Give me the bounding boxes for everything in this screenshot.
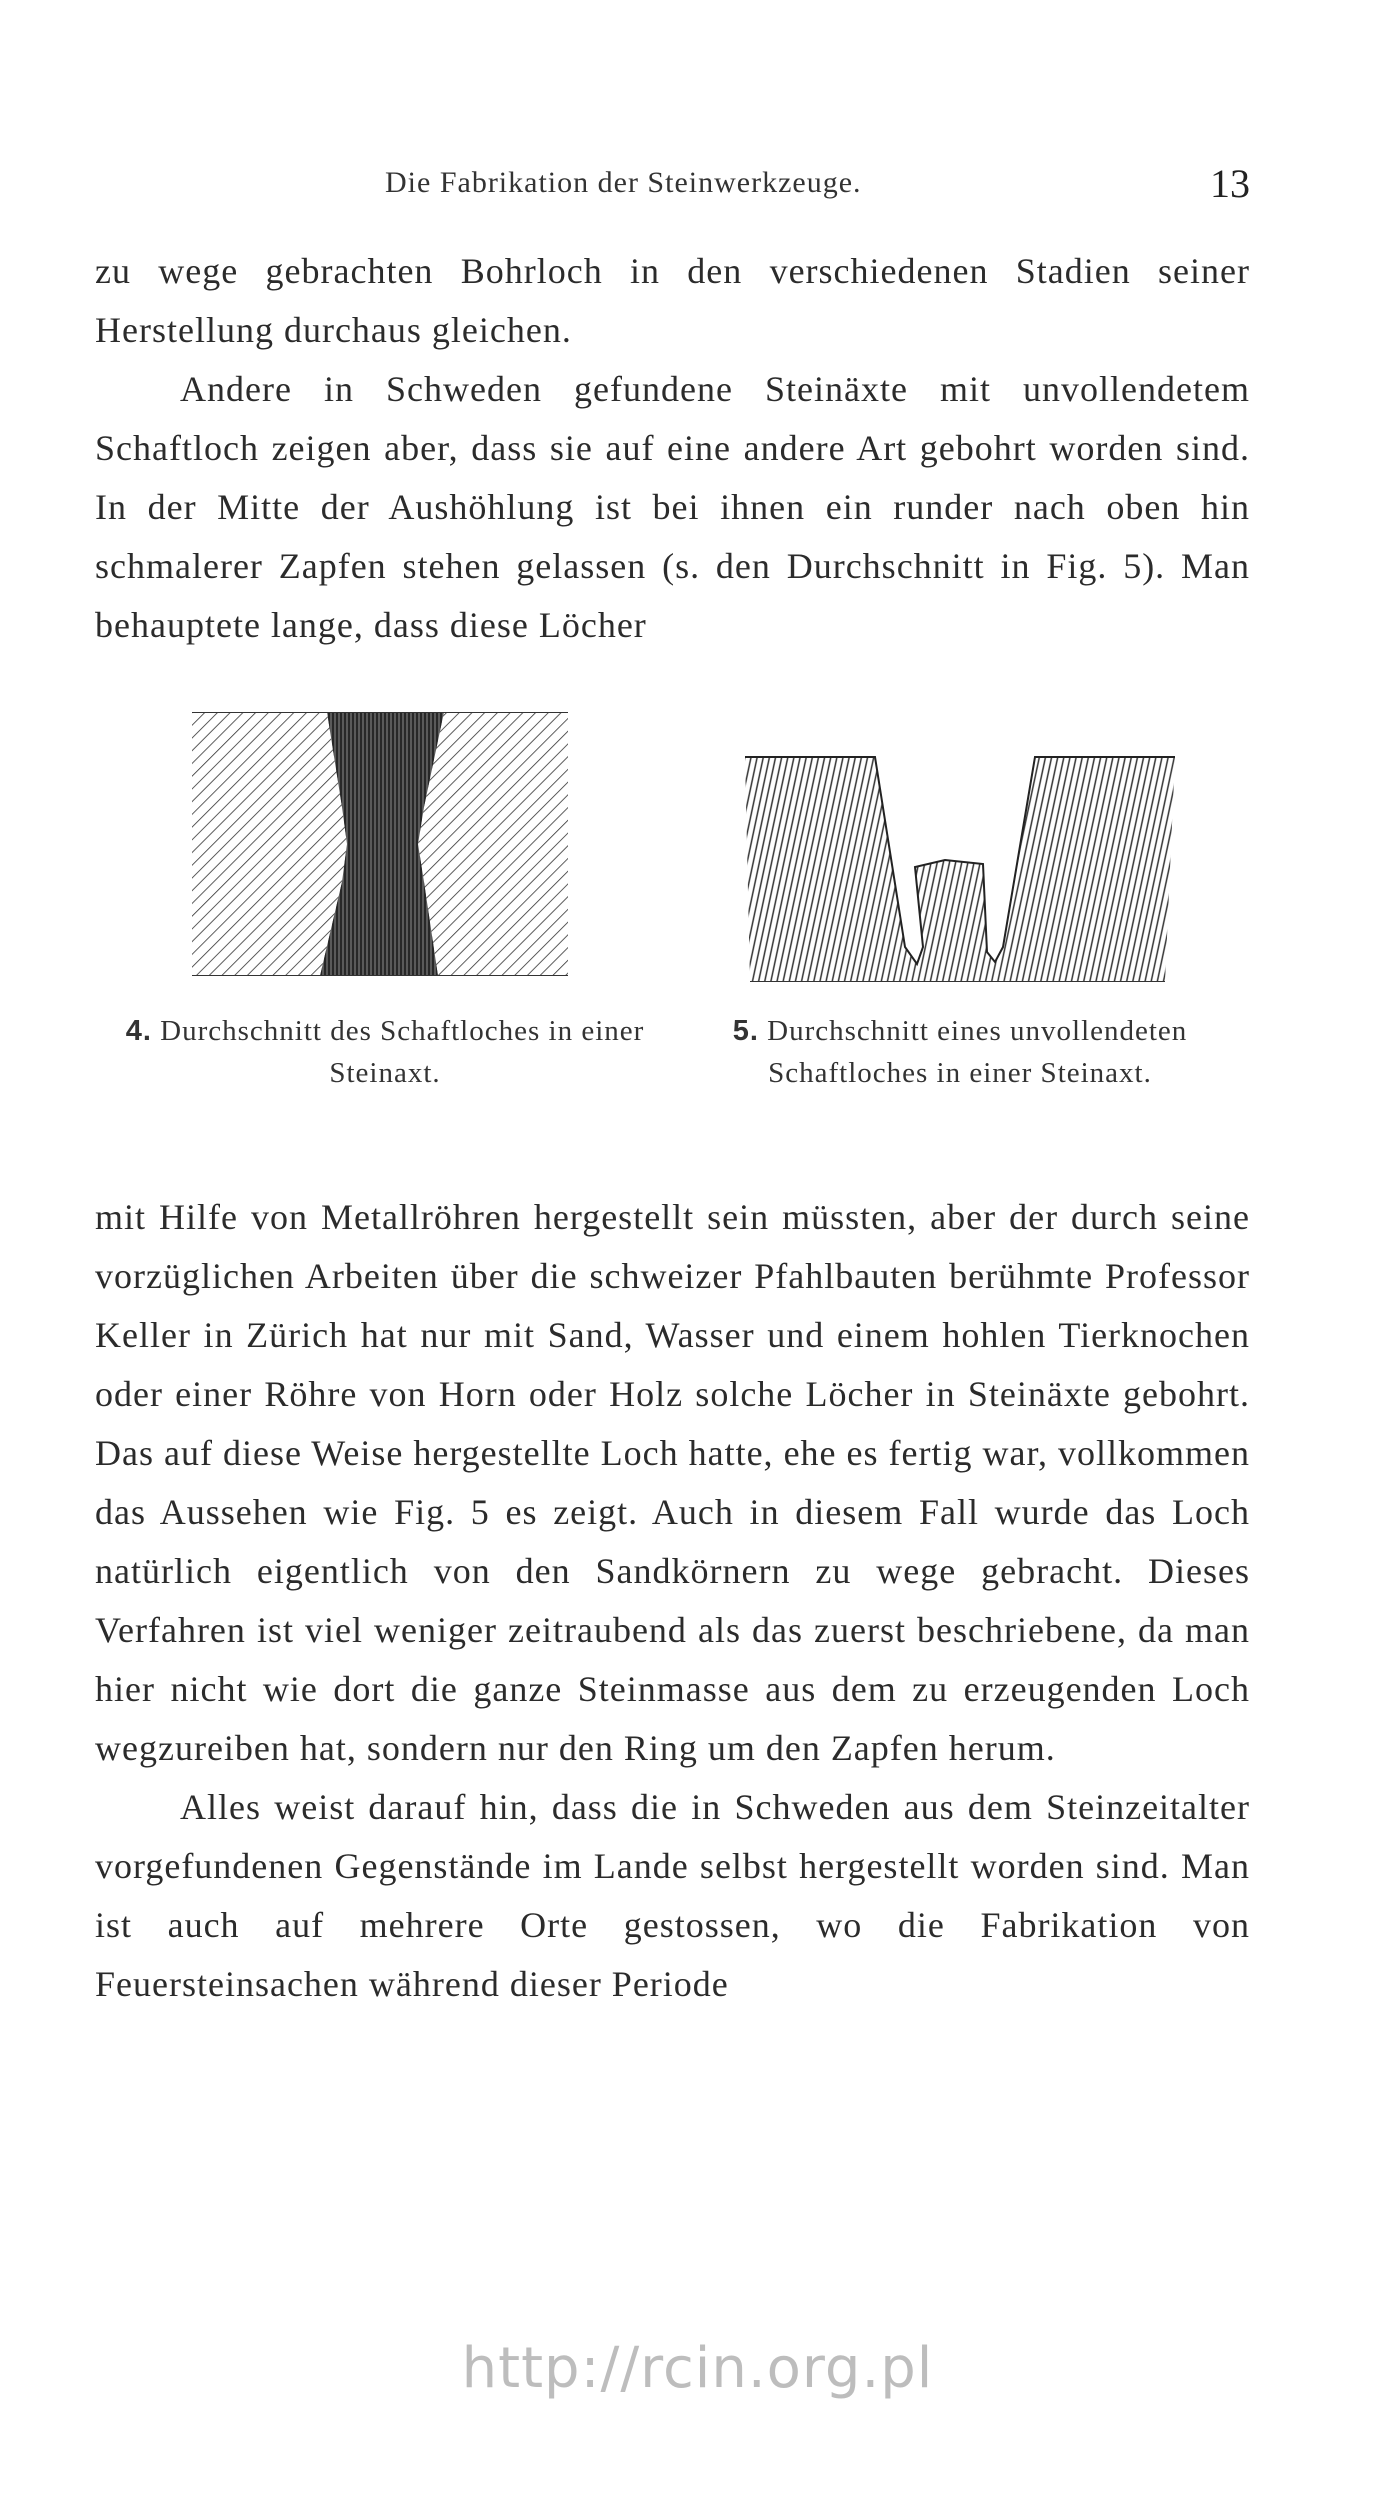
body-text-bottom — [95, 1188, 1250, 2014]
paragraph: Andere in Schweden gefundene Steinäxte mit unvollendetem Schaftloch zeigen aber, dass sie auf eine andere Art gebohrt worden sind. In der Mitte der Aushöhlung ist bei ihnen ein runder nach oben hin schmalerer Zapfen stehen gelassen (s. den Durchschnitt in Fig. 5). Man behauptete lange, dass diese Löcher — [95, 369, 1250, 645]
figure-4-number: 4. — [125, 1015, 152, 1047]
figure-5-caption-text: Durchschnitt eines unvollendeten Schaftloches in einer Steinaxt. — [767, 1015, 1188, 1089]
paragraph: zu wege gebrachten Bohrloch in den verschiedenen Stadien seiner Herstellung durchaus gleichen. — [95, 251, 1250, 350]
figure-5-number: 5. — [732, 1015, 759, 1047]
running-title: Die Fabrikation der Steinwerkzeuge. — [385, 166, 862, 199]
body-text-top — [95, 242, 1250, 655]
figure-5-illustration — [745, 752, 1175, 982]
running-head — [95, 160, 1250, 210]
figure-4-illustration — [192, 712, 568, 976]
paragraph: Alles weist darauf hin, dass die in Schweden aus dem Steinzeitalter vorgefundenen Gegenstände im Lande selbst hergestellt worden sind. Man ist auch auf mehrere Orte gestossen, wo die Fabrikation von Feuersteinsachen während dieser Periode — [95, 1787, 1250, 2004]
figure-4-caption-text: Durchschnitt des Schaftloches in einer Steinaxt. — [160, 1015, 645, 1089]
paragraph: mit Hilfe von Metallröhren hergestellt sein müssten, aber der durch seine vorzüglichen Arbeiten über die schweizer Pfahlbauten berühmte Professor Keller in Zürich hat nur mit Sand, Wasser und einem hohlen Tierknochen oder einer Röhre von Horn oder Holz solche Löcher in Steinäxte gebohrt. Das auf diese Weise hergestellte Loch hatte, ehe es fertig war, vollkommen das Aussehen wie Fig. 5 es zeigt. Auch in diesem Fall wurde das Loch natürlich eigentlich von den Sandkörnern zu wege gebracht. Dieses Verfahren ist viel weniger zeitraubend als das zuerst beschriebene, da man hier nicht wie dort die ganze Steinmasse aus dem zu erzeugenden Loch wegzureiben hat, sondern nur den Ring um den Zapfen herum. — [95, 1197, 1250, 1768]
figure-4-caption — [120, 1010, 650, 1094]
figure-5-caption — [690, 1010, 1230, 1094]
source-url: http://rcin.org.pl — [461, 2336, 934, 2401]
page-number: 13 — [1210, 161, 1250, 206]
